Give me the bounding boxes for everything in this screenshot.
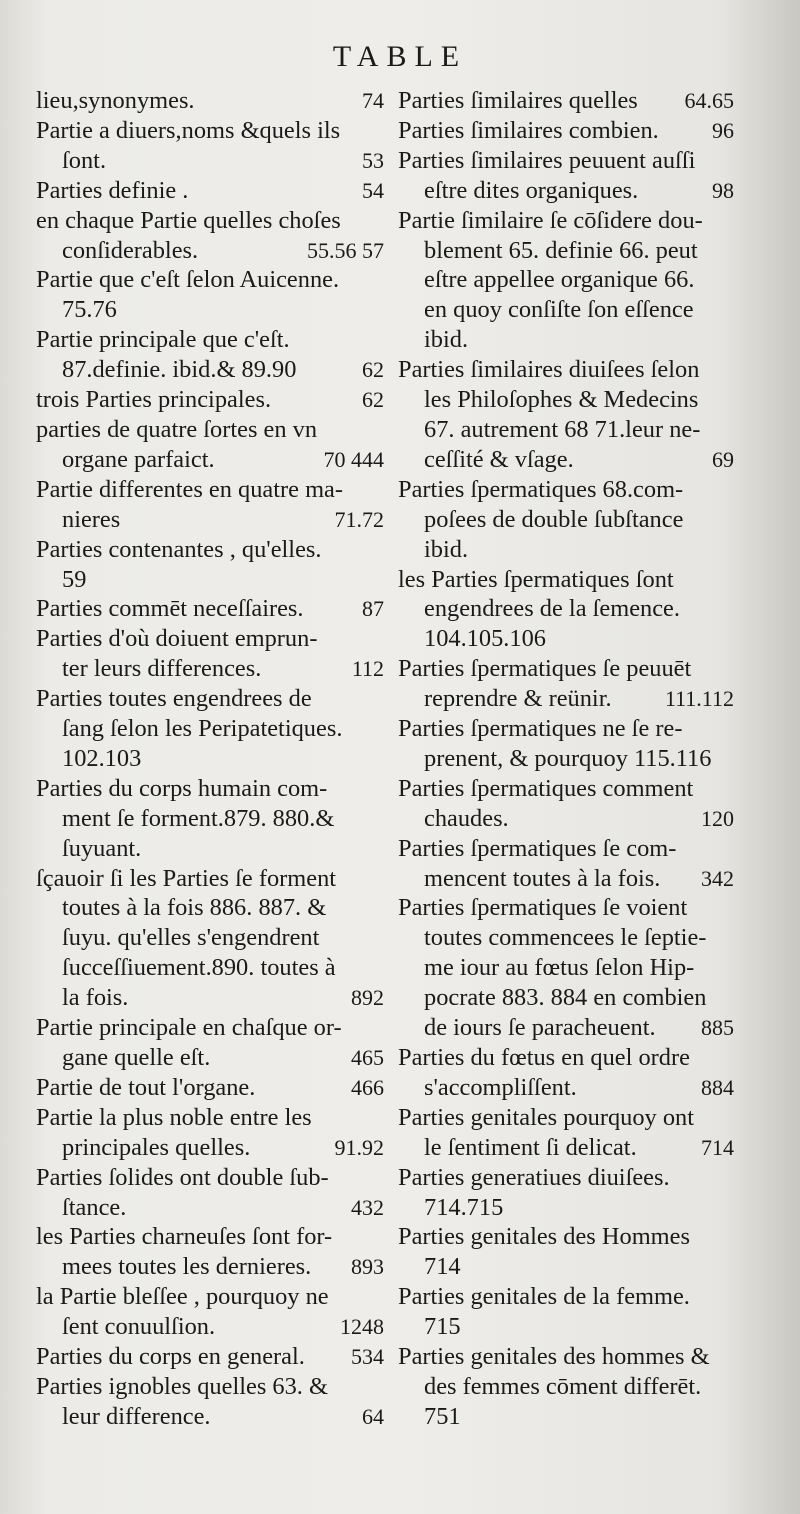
- index-entry-line: organe parfaict.: [62, 445, 215, 473]
- index-entry-line: Parties ignobles quelles 63. &: [36, 1372, 328, 1400]
- page-reference: 54: [362, 177, 384, 203]
- index-entry: [398, 654, 734, 714]
- index-entry-line: Parties du corps humain com-: [36, 774, 328, 802]
- page-reference: 714: [701, 1134, 734, 1160]
- index-entry-line: lieu,synonymes.: [36, 87, 195, 114]
- page-reference: 74: [362, 88, 384, 113]
- index-entry-line: ſuyuant.: [62, 834, 142, 862]
- page-reference: 885: [701, 1015, 734, 1041]
- index-entry-line: trois Parties principales.: [36, 386, 272, 414]
- index-entry-line: en chaque Partie quelles choſes: [36, 206, 341, 234]
- index-entry-line: ſtance.: [62, 1193, 127, 1221]
- index-entry-line: prenent, & pourquoy 115.116: [424, 744, 712, 772]
- index-entry-line: 751: [424, 1402, 461, 1430]
- index-entry: [36, 176, 384, 206]
- index-entry-line: Parties d'où doiuent emprun-: [36, 625, 318, 653]
- index-entry-line: Parties ſpermatiques ſe voient: [398, 894, 688, 922]
- index-entry: [36, 385, 384, 415]
- index-entry: [398, 834, 734, 894]
- index-entry-line: Parties du corps en general.: [36, 1343, 305, 1371]
- index-entry: [398, 774, 734, 834]
- index-entry: [36, 624, 384, 684]
- index-entry-line: de iours ſe paracheuent.: [424, 1014, 656, 1042]
- index-entry: [398, 1282, 734, 1342]
- index-entry-line: Parties ſimilaires peuuent auſſi: [398, 146, 696, 174]
- index-entry: [36, 864, 384, 1014]
- index-entry-line: Partie principale que c'eſt.: [36, 326, 290, 354]
- index-entry-line: ſang ſelon les Peripatetiques.: [62, 715, 343, 743]
- page-reference: 91.92: [334, 1134, 384, 1160]
- index-entry: [398, 86, 734, 116]
- index-entry-line: 87.definie. ibid.& 89.90: [62, 356, 297, 384]
- index-entry: [36, 774, 384, 864]
- index-entry-line: conſiderables.: [62, 236, 199, 264]
- index-entry-line: ter leurs differences.: [62, 655, 262, 683]
- index-entry-line: Partie differentes en quatre ma-: [36, 475, 344, 503]
- index-entry-line: les Philoſophes & Medecins: [424, 386, 699, 414]
- page-reference: 62: [362, 387, 384, 413]
- index-entry: [36, 206, 384, 266]
- index-entry-line: Parties genitales des Hommes: [398, 1223, 690, 1251]
- index-entry-line: 104.105.106: [424, 625, 546, 653]
- index-entry-line: ſuyu. qu'elles s'engendrent: [62, 924, 320, 952]
- index-entry: [398, 475, 734, 565]
- index-entry: [36, 1342, 384, 1372]
- index-entry-line: nieres: [62, 505, 121, 533]
- index-entry: [36, 475, 384, 535]
- index-entry-line: reprendre & reünir.: [424, 685, 612, 713]
- index-entry: [398, 714, 734, 774]
- index-entry: [36, 1103, 384, 1163]
- page-reference: 98: [712, 177, 734, 203]
- index-entry-line: Partie principale en chaſque or-: [36, 1014, 342, 1042]
- index-entry: [36, 535, 384, 595]
- index-entry: [36, 1163, 384, 1223]
- index-entry-line: Parties contenantes , qu'elles.: [36, 535, 322, 563]
- index-entry-line: 714.715: [424, 1193, 504, 1221]
- index-entry-line: 59: [62, 565, 87, 593]
- index-entry-line: les Parties ſpermatiques ſont: [398, 565, 674, 593]
- index-entry-line: Parties ſpermatiques 68.com-: [398, 475, 684, 503]
- index-entry: [36, 325, 384, 385]
- index-entry-line: ibid.: [424, 535, 469, 563]
- page-reference: 1248: [340, 1314, 384, 1340]
- page-reference: 71.72: [334, 506, 384, 532]
- index-entry-line: Parties ſpermatiques ne ſe re-: [398, 715, 683, 743]
- index-entry: [398, 1342, 734, 1432]
- page-reference: 87: [362, 596, 384, 622]
- page-reference: 465: [351, 1045, 384, 1070]
- index-entry-line: parties de quatre ſortes en vn: [36, 415, 318, 443]
- index-entry-line: le ſentiment ſi delicat.: [424, 1133, 637, 1161]
- index-entry-line: Partie ſimilaire ſe cōſidere dou-: [398, 206, 703, 234]
- index-entry: [36, 594, 384, 624]
- page-reference: 111.112: [664, 686, 734, 712]
- index-entry-line: Parties toutes engendrees de: [36, 685, 312, 713]
- index-entry-line: pocrate 883. 884 en combien: [424, 984, 707, 1012]
- index-entry-line: gane quelle eſt.: [62, 1044, 211, 1071]
- index-entry-line: mencent toutes à la fois.: [424, 864, 661, 892]
- index-entry-line: les Parties charneuſes ſont for-: [36, 1223, 333, 1251]
- index-entry-line: Parties genitales pourquoy ont: [398, 1103, 695, 1131]
- index-entry: [36, 415, 384, 475]
- index-entry-line: Parties ſpermatiques ſe peuuēt: [398, 655, 692, 683]
- index-column-left: [36, 86, 384, 1432]
- index-entry: [36, 1073, 384, 1103]
- page-reference: 432: [351, 1194, 384, 1220]
- page-reference: 70 444: [323, 446, 384, 472]
- index-entry: [398, 355, 734, 475]
- index-entry-line: ſucceſſiuement.890. toutes à: [62, 954, 336, 982]
- index-entry-line: eſtre appellee organique 66.: [424, 266, 695, 294]
- index-entry-line: ceſſité & vſage.: [424, 445, 574, 473]
- index-entry-line: eſtre dites organiques.: [424, 176, 639, 204]
- index-entry: [36, 86, 384, 116]
- index-entry-line: engendrees de la ſemence.: [424, 595, 680, 623]
- index-column-right: [398, 86, 734, 1432]
- index-entry-line: ſent conuulſion.: [62, 1313, 216, 1341]
- index-entry-line: Parties definie .: [36, 176, 189, 204]
- index-entry-line: ibid.: [424, 326, 469, 354]
- index-entry-line: ment ſe forment.879. 880.&: [62, 804, 335, 832]
- index-entry: [398, 565, 734, 655]
- index-entry-line: ſçauoir ſi les Parties ſe forment: [36, 864, 337, 892]
- page-reference: 112: [351, 656, 384, 682]
- page-reference: 884: [701, 1074, 734, 1100]
- page-reference: 466: [351, 1074, 384, 1100]
- index-entry-line: Parties genitales des hommes &: [398, 1343, 710, 1371]
- index-entry: [36, 1013, 384, 1073]
- index-entry-line: 715: [424, 1313, 461, 1341]
- index-entry-line: la fois.: [62, 984, 129, 1012]
- index-entry: [398, 116, 734, 146]
- index-entry-line: ſont.: [62, 146, 107, 174]
- index-entry-line: Parties ſpermatiques comment: [398, 774, 694, 802]
- page-reference: 62: [362, 357, 384, 383]
- index-entry-line: en quoy conſiſte ſon eſſence: [424, 296, 694, 324]
- page-reference: 69: [712, 446, 734, 472]
- page-reference: 55.56 57: [307, 237, 384, 263]
- index-entry-line: poſees de double ſubſtance: [424, 505, 684, 533]
- index-entry-line: chaudes.: [424, 804, 509, 832]
- page-reference: 64.65: [684, 88, 734, 113]
- index-entry-line: des femmes cōment differēt.: [424, 1372, 702, 1400]
- index-entry-line: 714: [424, 1253, 461, 1281]
- index-entry-line: Partie la plus noble entre les: [36, 1103, 312, 1131]
- page-reference: 892: [351, 985, 384, 1011]
- index-entry-line: mees toutes les dernieres.: [62, 1253, 312, 1281]
- index-entry-line: Parties ſpermatiques ſe com-: [398, 834, 677, 862]
- index-entry-line: 102.103: [62, 744, 142, 772]
- index-entry-line: Parties ſimilaires combien.: [398, 116, 659, 144]
- index-entry-line: toutes commencees le ſeptie-: [424, 924, 707, 952]
- index-entry-line: Partie de tout l'organe.: [36, 1073, 256, 1101]
- index-entry: [398, 1222, 734, 1282]
- index-entry: [398, 146, 734, 206]
- index-entry: [36, 116, 384, 176]
- page-reference: 342: [701, 865, 734, 891]
- index-entry-line: Partie que c'eſt ſelon Auicenne.: [36, 266, 340, 294]
- index-entry-line: leur difference.: [62, 1402, 211, 1430]
- index-entry-line: toutes à la fois 886. 887. &: [62, 894, 327, 922]
- index-entry: [36, 265, 384, 325]
- index-entry-line: s'accompliſſent.: [424, 1073, 577, 1101]
- page-reference: 534: [351, 1344, 384, 1370]
- index-entry-line: Parties genitales de la femme.: [398, 1283, 690, 1311]
- index-entry-line: blement 65. definie 66. peut: [424, 236, 698, 264]
- index-entry: [398, 1103, 734, 1163]
- page-reference: 96: [712, 117, 734, 143]
- index-entry-line: 67. autrement 68 71.leur ne-: [424, 415, 701, 443]
- index-entry-line: 75.76: [62, 296, 117, 324]
- index-entry: [398, 893, 734, 1043]
- index-entry-line: Parties ſimilaires quelles: [398, 87, 638, 114]
- page-title: TABLE: [332, 40, 468, 73]
- index-entry: [398, 1043, 734, 1103]
- index-entry-line: Parties du fœtus en quel ordre: [398, 1044, 690, 1071]
- index-entry-line: Parties commēt neceſſaires.: [36, 595, 304, 623]
- page-reference: 53: [362, 147, 384, 173]
- index-entry-line: Parties generatiues diuiſees.: [398, 1163, 670, 1191]
- index-entry-line: la Partie bleſſee , pourquoy ne: [36, 1283, 329, 1311]
- index-entry: [36, 684, 384, 774]
- index-entry-line: Parties ſolides ont double ſub-: [36, 1163, 329, 1191]
- page-reference: 64: [362, 1403, 384, 1429]
- index-entry-line: Partie a diuers,noms &quels ils: [36, 116, 341, 144]
- index-entry: [398, 206, 734, 356]
- index-entry-line: me iour au fœtus ſelon Hip-: [424, 954, 695, 982]
- index-entry: [398, 1163, 734, 1223]
- index-entry-line: Parties ſimilaires diuiſees ſelon: [398, 356, 700, 384]
- index-entry-line: principales quelles.: [62, 1133, 251, 1161]
- page-reference: 120: [701, 805, 734, 831]
- page-reference: 893: [351, 1254, 384, 1280]
- index-entry: [36, 1222, 384, 1282]
- index-entry: [36, 1282, 384, 1342]
- index-entry: [36, 1372, 384, 1432]
